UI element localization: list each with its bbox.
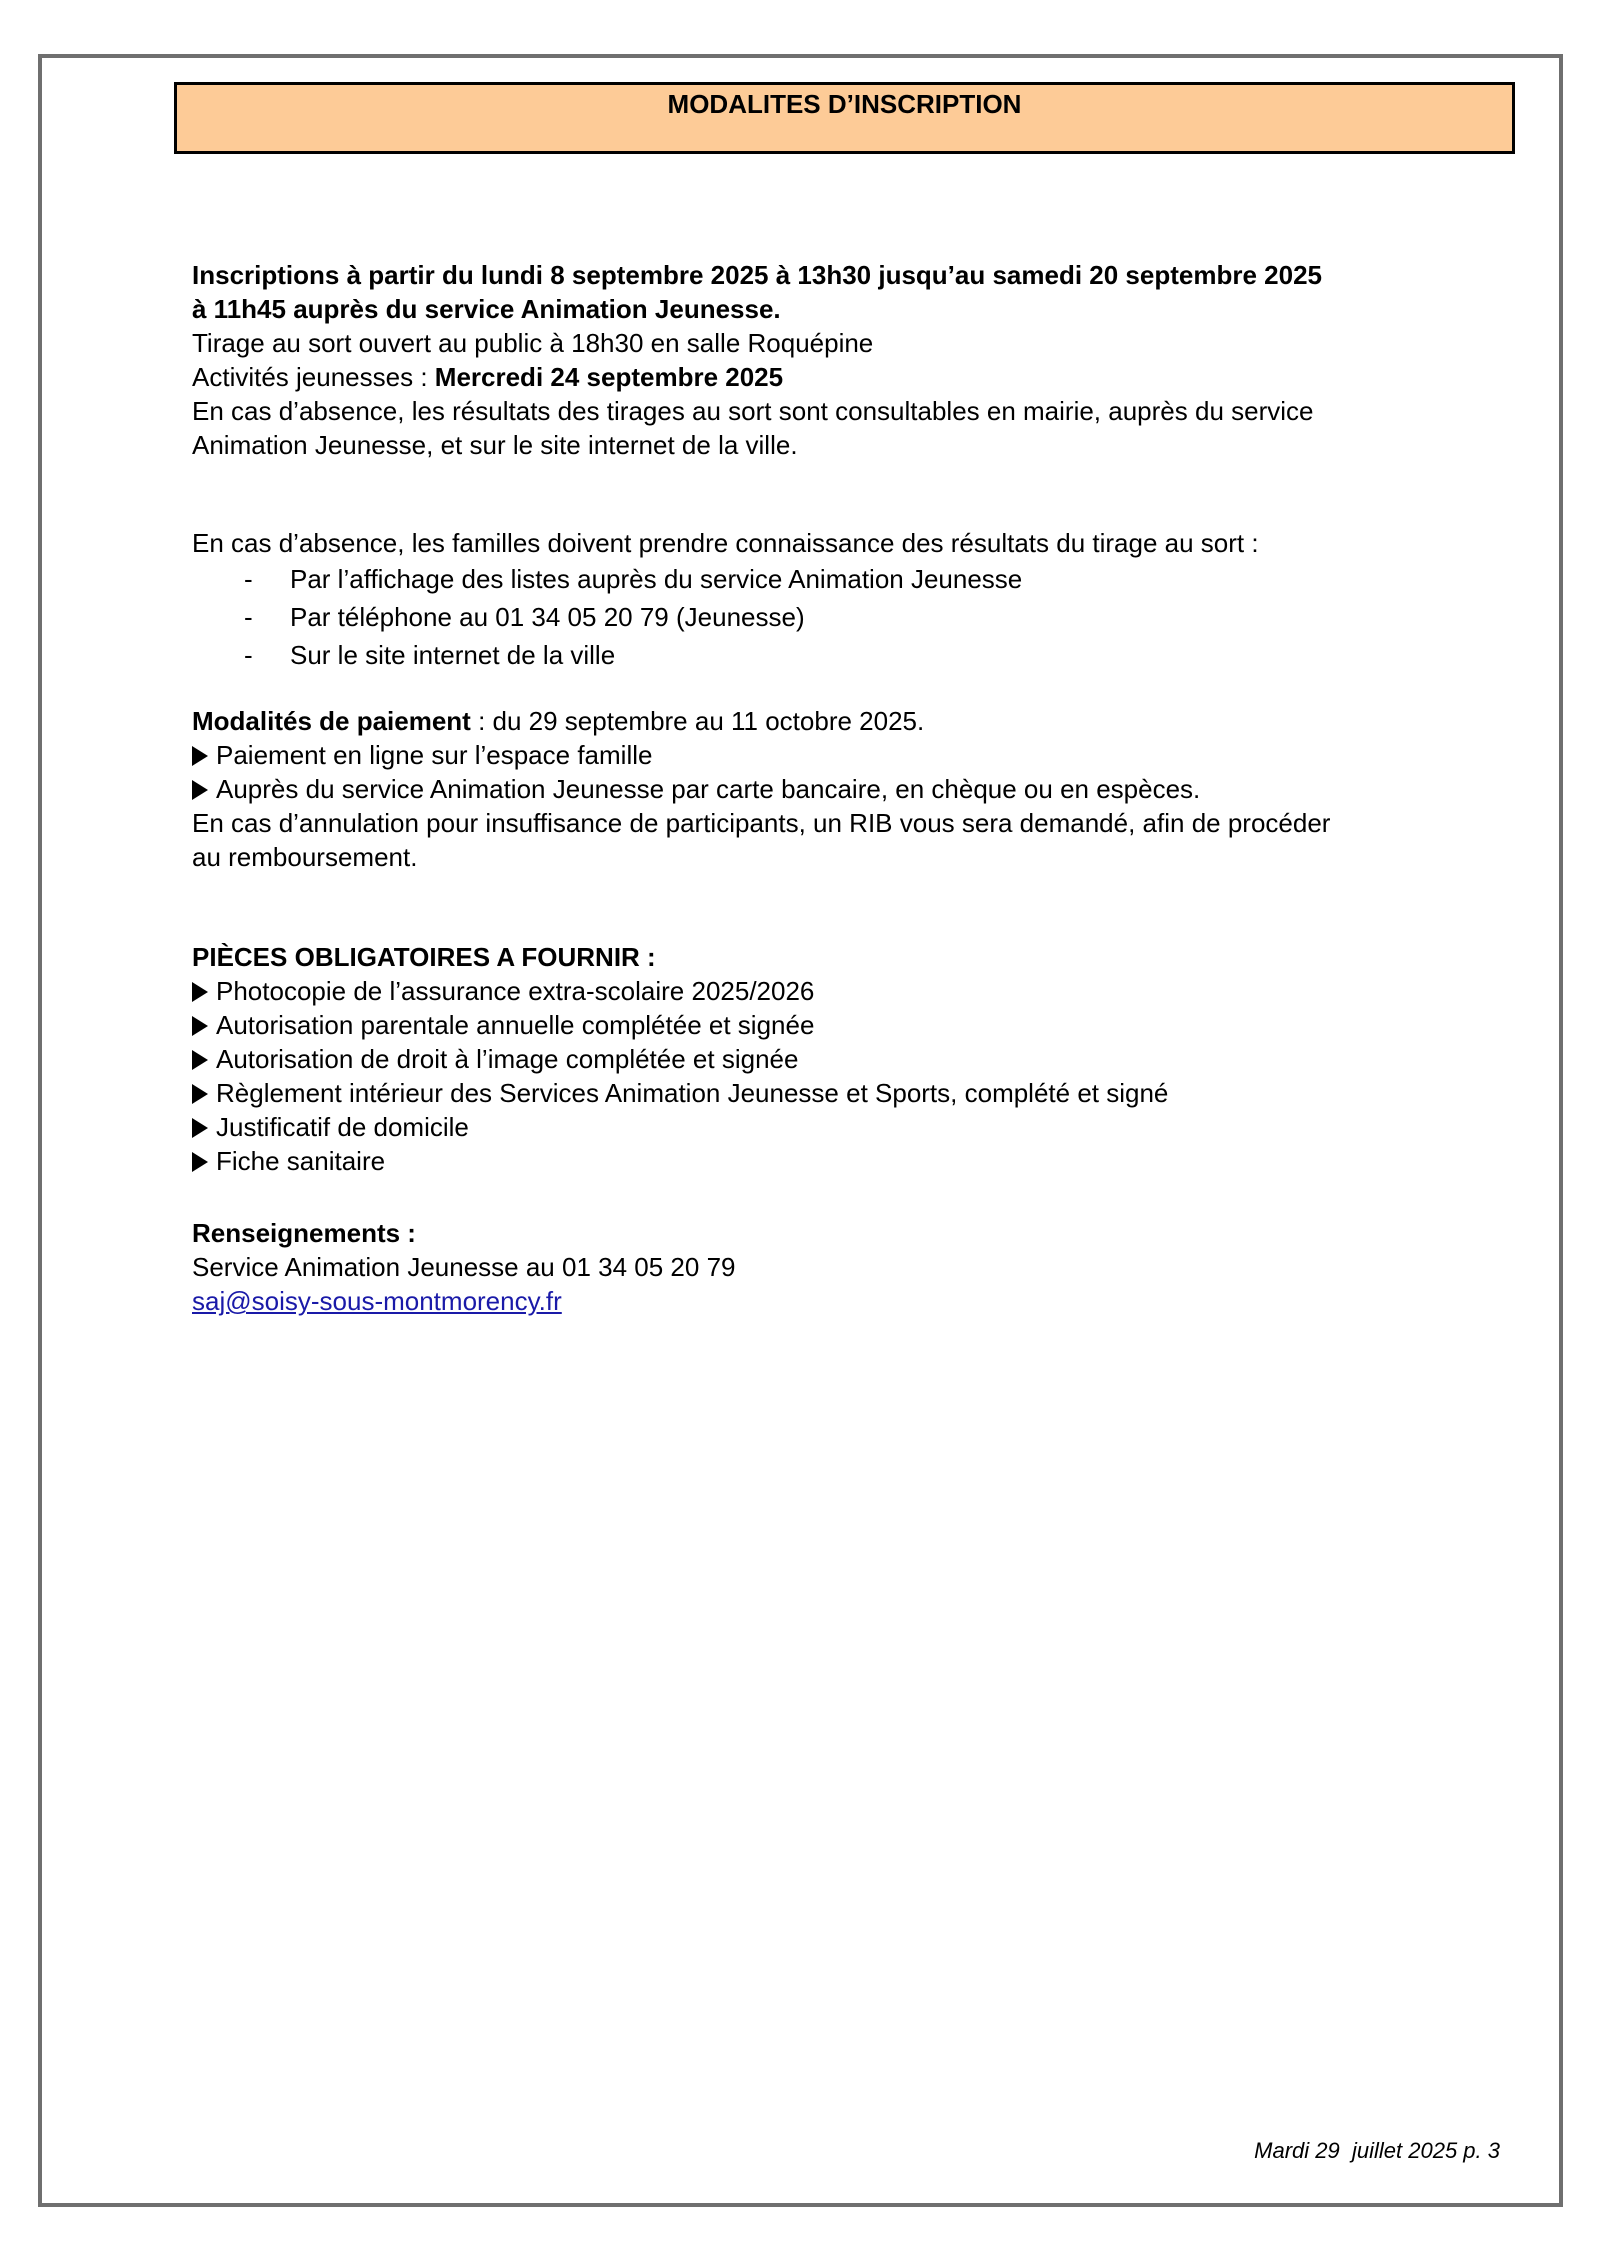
payment-option (192, 738, 1512, 772)
dash-bullet-icon: - (244, 564, 253, 594)
activites-label: Activités jeunesses : (192, 362, 435, 392)
spacer (192, 462, 1512, 530)
payment-option-text: Paiement en ligne sur l’espace famille (216, 740, 653, 770)
spacer (192, 1178, 1512, 1216)
list-item-text: Par l’affichage des listes auprès du service Animation Jeunesse (290, 564, 1023, 594)
absence-info-line1: En cas d’absence, les résultats des tirages au sort sont consultables en mairie, auprès du service (192, 396, 1314, 426)
triangle-bullet-icon (192, 1084, 208, 1104)
documents-section (192, 940, 1512, 1178)
documents-heading: PIÈCES OBLIGATOIRES A FOURNIR : (192, 942, 656, 972)
results-section (192, 526, 1512, 674)
payment-line (192, 704, 1512, 738)
inscriptions-section (192, 258, 1512, 462)
list-item (192, 636, 1512, 674)
list-item (192, 598, 1512, 636)
page-title: MODALITES D’INSCRIPTION (667, 89, 1022, 119)
list-item-text: Sur le site internet de la ville (290, 640, 616, 670)
spacer (192, 874, 1512, 940)
list-item (192, 560, 1512, 598)
payment-section (192, 704, 1512, 874)
triangle-bullet-icon (192, 1118, 208, 1138)
triangle-bullet-icon (192, 1050, 208, 1070)
cancel-info-line1: En cas d’annulation pour insuffisance de participants, un RIB vous sera demandé, afin de procéder (192, 808, 1331, 838)
list-item-text: Par téléphone au 01 34 05 20 79 (Jeunesse) (290, 602, 805, 632)
absence-info-line2: Animation Jeunesse, et sur le site internet de la ville. (192, 430, 798, 460)
title-banner (174, 82, 1515, 154)
payment-option-text: Auprès du service Animation Jeunesse par carte bancaire, en chèque ou en espèces. (216, 774, 1201, 804)
document-item-text: Autorisation parentale annuelle complétée et signée (216, 1010, 815, 1040)
results-list (192, 560, 1512, 674)
contact-email-line (192, 1284, 1512, 1318)
inscriptions-dates-line1: Inscriptions à partir du lundi 8 septembre 2025 à 13h30 jusqu’au samedi 20 septembre 2025 (192, 260, 1322, 290)
document-item-text: Photocopie de l’assurance extra-scolaire 2025/2026 (216, 976, 815, 1006)
document-item (192, 1008, 1512, 1042)
document-body (192, 258, 1512, 1318)
document-item-text: Autorisation de droit à l’image complétée et signée (216, 1044, 799, 1074)
triangle-bullet-icon (192, 982, 208, 1002)
document-item-text: Justificatif de domicile (216, 1112, 469, 1142)
contact-section (192, 1216, 1512, 1318)
payment-option (192, 772, 1512, 806)
contact-service: Service Animation Jeunesse au 01 34 05 20 79 (192, 1252, 736, 1282)
page-footer-date: Mardi 29 juillet 2025 p. 3 (1254, 2138, 1500, 2163)
triangle-bullet-icon (192, 1016, 208, 1036)
triangle-bullet-icon (192, 746, 208, 766)
activites-date: Mercredi 24 septembre 2025 (434, 362, 784, 392)
spacer (192, 674, 1512, 704)
document-item-text: Fiche sanitaire (216, 1146, 386, 1176)
document-item (192, 974, 1512, 1008)
document-item-text: Règlement intérieur des Services Animation Jeunesse et Sports, complété et signé (216, 1078, 1169, 1108)
dash-bullet-icon: - (244, 602, 253, 632)
contact-email-link[interactable]: saj@soisy-sous-montmorency.fr (192, 1286, 562, 1316)
inscriptions-dates-line2: à 11h45 auprès du service Animation Jeunesse. (192, 294, 781, 324)
document-item (192, 1042, 1512, 1076)
triangle-bullet-icon (192, 780, 208, 800)
document-item (192, 1110, 1512, 1144)
dash-bullet-icon: - (244, 640, 253, 670)
document-item (192, 1144, 1512, 1178)
tirage-info: Tirage au sort ouvert au public à 18h30 en salle Roquépine (192, 328, 874, 358)
payment-period: : du 29 septembre au 11 octobre 2025. (470, 706, 925, 736)
payment-label: Modalités de paiement (192, 706, 471, 736)
activites-line (192, 360, 1512, 394)
triangle-bullet-icon (192, 1152, 208, 1172)
document-item (192, 1076, 1512, 1110)
results-intro: En cas d’absence, les familles doivent prendre connaissance des résultats du tirage au sort : (192, 528, 1259, 558)
contact-heading: Renseignements : (192, 1218, 416, 1248)
cancel-info-line2: au remboursement. (192, 842, 418, 872)
